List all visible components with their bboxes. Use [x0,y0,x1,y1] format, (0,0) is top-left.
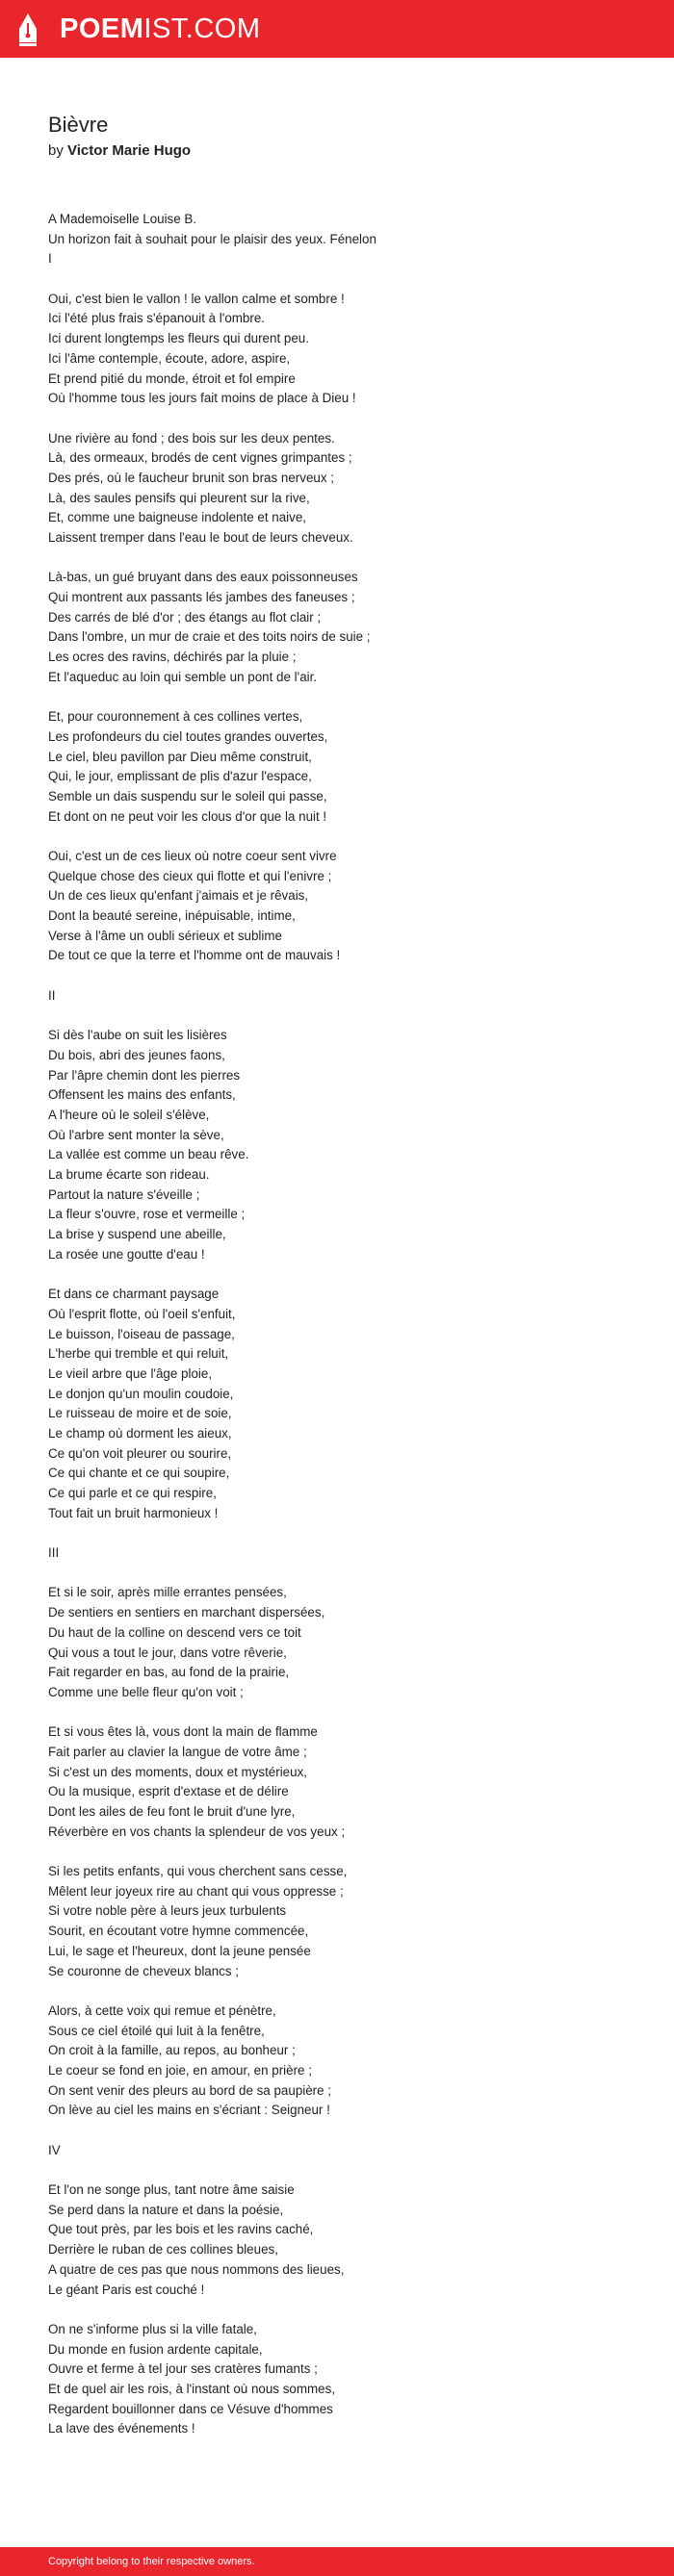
poem-line: Fait regarder en bas, au fond de la prairie, [48,1665,290,1680]
site-footer [0,2547,674,2576]
poem-line: A l'heure où le soleil s'élève, [48,1107,210,1122]
poem-line [48,409,645,429]
poem-line: Oui, c'est bien le vallon ! le vallon calme et sombre ! [48,291,345,306]
poem-line: III [48,1545,60,1561]
poem-line: Comme une belle fleur qu'on voit ; [48,1684,244,1699]
poem-line: Mêlent leur joyeux rire au chant qui vous oppresse ; [48,1883,344,1899]
by-label: by [48,142,64,159]
poem-line: Là, des ormeaux, brodés de cent vignes grimpantes ; [48,450,352,466]
poem-line: Ici durent longtemps les fleurs qui durent peu. [48,331,309,346]
poem-line: Si les petits enfants, qui vous cherchent sans cesse, [48,1864,348,1879]
poem-line: Et, comme une baigneuse indolente et naive, [48,510,306,525]
poem-line: IV [48,2142,61,2157]
poem-line: Partout la nature s'éveille ; [48,1186,200,1202]
poem-line: Qui vous a tout le jour, dans votre rêverie, [48,1645,287,1660]
poem-line: On croit à la famille, au repos, au bonheur ; [48,2043,296,2058]
poem-line: Les ocres des ravins, déchirés par la pluie ; [48,650,297,665]
poem-line: Fait parler au clavier la langue de votre âme ; [48,1744,307,1759]
poem-line: Si dès l'aube on suit les lisières [48,1028,227,1043]
poem-line: La lave des événements ! [48,2421,195,2436]
poem-line: Et l'on ne songe plus, tant notre âme saisie [48,2182,295,2198]
poem-line: Et si le soir, après mille errantes pensées, [48,1585,287,1600]
poem-line: Se perd dans la nature et dans la poésie, [48,2202,284,2217]
poem-line: La vallée est comme un beau rêve. [48,1147,249,1162]
poem-line: Où l'esprit flotte, où l'oeil s'enfuit, [48,1306,236,1321]
poem-line: L'herbe qui tremble et qui reluit, [48,1346,229,1362]
copyright-text: Copyright belong to their respective owners. [48,2556,255,2567]
poem-line: Ce qu'on voit pleurer ou sourire, [48,1445,232,1461]
poem-line: Et si vous êtes là, vous dont la main de flamme [48,1724,318,1740]
poem-line: Le ciel, bleu pavillon par Dieu même construit, [48,749,312,764]
poem-byline [48,141,191,161]
poem-line: La rosée une goutte d'eau ! [48,1246,205,1262]
poem-line [48,2160,645,2181]
poem-line: Quelque chose des cieux qui flotte et qui l'enivre ; [48,868,332,883]
poem-line: Dont la beauté sereine, inépuisable, intime, [48,908,296,924]
poem-line: Et l'aqueduc au loin qui semble un pont de l'air. [48,669,318,684]
poem-line [48,548,645,569]
poem-line: Laissent tremper dans l'eau le bout de leurs cheveux. [48,530,353,545]
poem-line: Sous ce ciel étoilé qui luit à la fenêtre, [48,2023,265,2038]
poem-line: La brume écarte son rideau. [48,1167,210,1182]
poem-line: Où l'homme tous les jours fait moins de place à Dieu ! [48,391,356,406]
poem-line: Du haut de la colline on descend vers ce toit [48,1624,301,1640]
poem-body [48,210,645,2439]
poem-line: Réverbère en vos chants la splendeur de vos yeux ; [48,1824,346,1839]
poem-title: Bièvre [48,113,109,137]
poem-line [48,2121,645,2141]
poem-line: Qui, le jour, emplissant de plis d'azur l'espace, [48,769,312,784]
logo-light-text: IST.COM [143,13,261,44]
poem-line: Les profondeurs du ciel toutes grandes ouvertes, [48,728,328,744]
poem-line: A quatre de ces pas que nous nommons des lieues, [48,2261,345,2277]
poem-line [48,269,645,290]
poem-line: Ce qui parle et ce qui respire, [48,1486,217,1500]
poem-line: Des prés, où le faucheur brunit son bras nerveux ; [48,470,334,485]
pen-nib-icon[interactable] [17,13,39,47]
poem-line: Semble un dais suspendu sur le soleil qui passe, [48,788,327,803]
poem-line: Le géant Paris est couché ! [48,2282,205,2297]
poem-line [48,1703,645,1723]
poem-line: On sent venir des pleurs au bord de sa paupière ; [48,2082,332,2098]
poem-line: Le ruisseau de moire et de soie, [48,1406,232,1421]
poem-line: Le buisson, l'oiseau de passage, [48,1326,235,1341]
poem-line: Où l'arbre sent monter la sève, [48,1127,224,1142]
poem-line: Un horizon fait à souhait pour le plaisir des yeux. Fénelon [48,231,376,246]
site-header [0,0,674,58]
poem-line: Alors, à cette voix qui remue et pénètre, [48,2002,276,2018]
poem-line: Offensent les mains des enfants, [48,1087,236,1103]
poem-line [48,827,645,847]
poem-line: Que tout près, par les bois et les ravins caché, [48,2222,314,2237]
poem-line: Et dans ce charmant paysage [48,1287,220,1302]
poem-line: Le coeur se fond en joie, en amour, en prière ; [48,2062,312,2078]
poem-line: Qui montrent aux passants lés jambes des faneuses ; [48,590,355,605]
poem-line: Des carrés de blé d'or ; des étangs au flot clair ; [48,609,322,625]
poem-line: Si c'est un des moments, doux et mystérieux, [48,1764,307,1779]
poem-line: Le donjon qu'un moulin coudoie, [48,1386,234,1401]
poem-line: A Mademoiselle Louise B. [48,212,197,226]
poem-line: Sourit, en écoutant votre hymne commencée, [48,1924,309,1939]
poem-line: Du monde en fusion ardente capitale, [48,2341,263,2357]
site-logo[interactable] [60,13,261,45]
poem-line: Ici l'âme contemple, écoute, adore, aspire, [48,350,291,366]
poem-line: Ouvre et ferme à tel jour ses cratères fumants ; [48,2361,318,2377]
poem-line: Tout fait un bruit harmonieux ! [48,1505,219,1520]
poem-line: Et dont on ne peut voir les clous d'or que la nuit ! [48,808,327,824]
poem-line: I [48,251,52,267]
poem-line: La brise y suspend une abeille, [48,1227,226,1242]
poem-line [48,1523,645,1543]
logo-bold-text: POEM [60,13,144,44]
poem-line [48,1007,645,1027]
poem-line: Regardent bouillonner dans ce Vésuve d'hommes [48,2401,333,2416]
poem-line: Par l'âpre chemin dont les pierres [48,1067,241,1083]
poem-line [48,1564,645,1584]
poem-line: Ce qui chante et ce qui soupire, [48,1466,230,1481]
poem-line [48,2300,645,2320]
poem-line: De sentiers en sentiers en marchant dispersées, [48,1605,325,1620]
poem-line: Le champ où dorment les aieux, [48,1425,232,1441]
poem-line: Dans l'ombre, un mur de craie et des toits noirs de suie ; [48,629,371,645]
poem-line: Oui, c'est un de ces lieux où notre coeur sent vivre [48,849,337,863]
poem-line: Verse à l'âme un oubli sérieux et sublime [48,928,282,943]
poem-line: Et prend pitié du monde, étroit et fol empire [48,370,296,386]
poem-line: Ici l'été plus frais s'épanouit à l'ombre. [48,311,266,326]
poem-line: II [48,987,56,1003]
poem-line [48,1981,645,2002]
poem-line [48,688,645,708]
poem-line: Là, des saules pensifs qui pleurent sur la rive, [48,490,310,505]
poem-line: De tout ce que la terre et l'homme ont de mauvais ! [48,948,341,963]
poem-line: Ou la musique, esprit d'extase et de délire [48,1784,289,1799]
poem-line: On ne s'informe plus si la ville fatale, [48,2321,257,2336]
poem-line [48,1842,645,1862]
poem-line: Une rivière au fond ; des bois sur les deux pentes. [48,430,335,446]
poem-line [48,1264,645,1285]
poem-line: Dont les ailes de feu font le bruit d'une lyre, [48,1804,296,1819]
author-name: Victor Marie Hugo [67,142,192,159]
poem-line: Lui, le sage et l'heureux, dont la jeune pensée [48,1943,311,1958]
poem-line: Du bois, abri des jeunes faons, [48,1047,225,1062]
poem-line: Et de quel air les rois, à l'instant où nous sommes, [48,2381,336,2396]
poem-line [48,966,645,986]
poem-line: La fleur s'ouvre, rose et vermeille ; [48,1207,246,1222]
poem-line: Derrière le ruban de ces collines bleues, [48,2242,278,2257]
poem-line: Le vieil arbre que l'âge ploie, [48,1365,213,1381]
poem-line: Si votre noble père à leurs jeux turbulents [48,1903,287,1919]
poem-line: Là-bas, un gué bruyant dans des eaux poissonneuses [48,570,358,585]
poem-line: Un de ces lieux qu'enfant j'aimais et je rêvais, [48,888,309,904]
poem-line: Se couronne de cheveux blancs ; [48,1963,240,1978]
poem-line: On lève au ciel les mains en s'écriant : Seigneur ! [48,2103,330,2118]
poem-line: Et, pour couronnement à ces collines vertes, [48,709,303,725]
